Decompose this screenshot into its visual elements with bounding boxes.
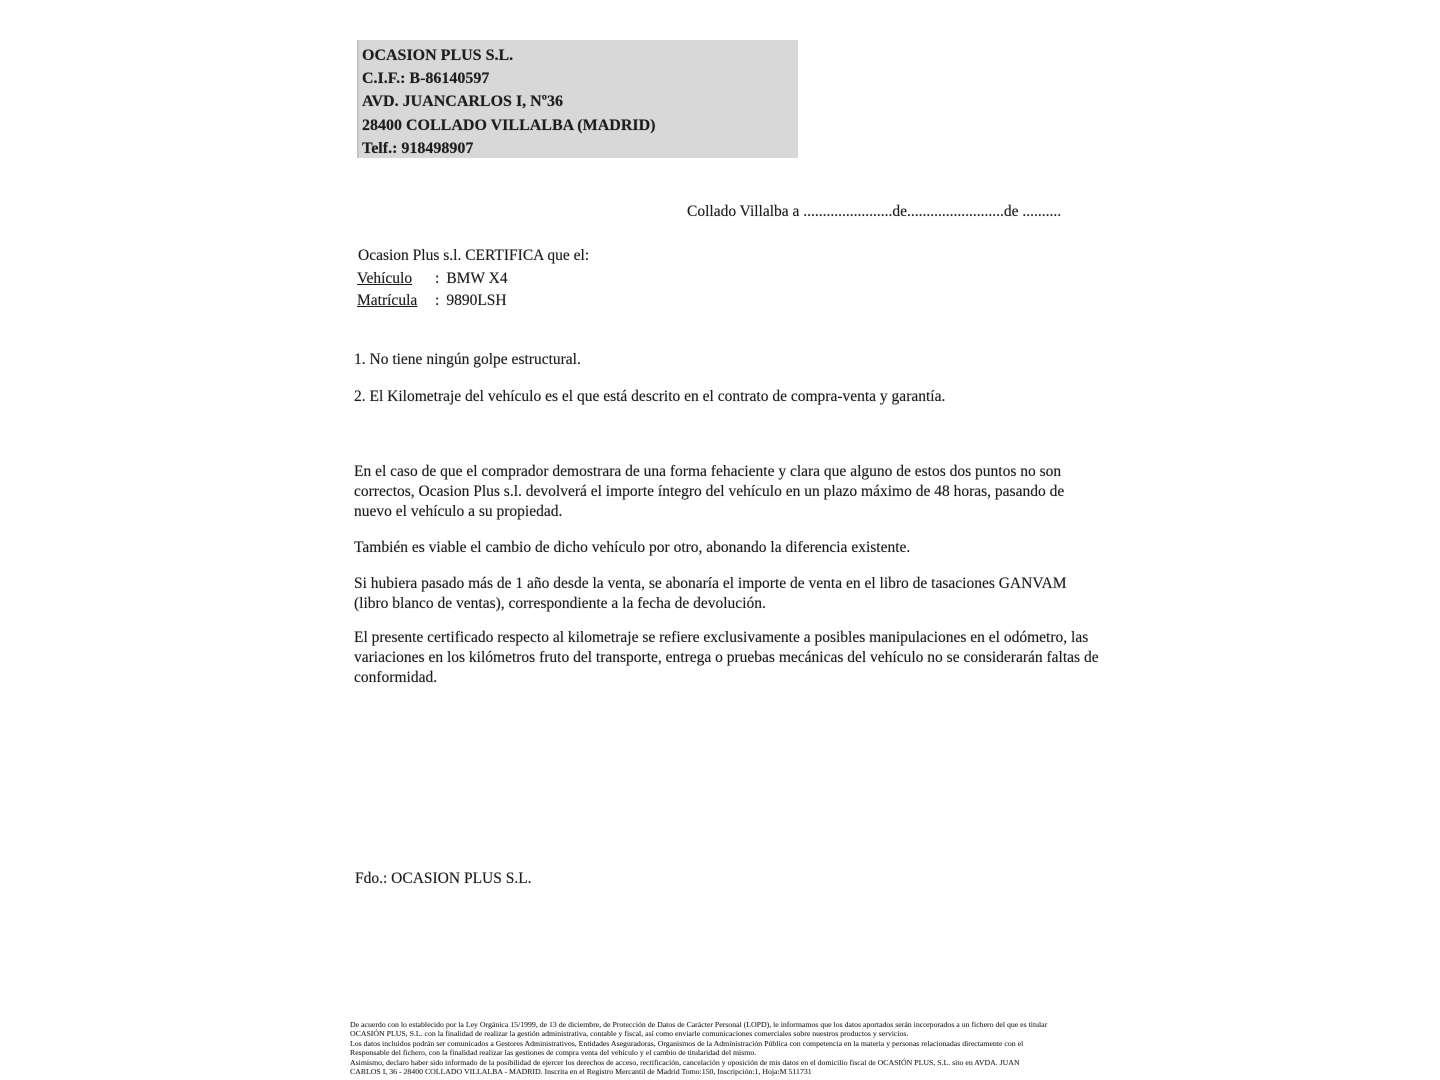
refund-clause-paragraph: En el caso de que el comprador demostrara de una forma fehaciente y clara que alguno de estos dos puntos no son correctos, Ocasion Plus s.l. devolverá el importe íntegro del vehículo en un plazo máximo de 48 horas, pasando de nuevo el vehículo a su propiedad. <box>354 463 1065 520</box>
legal-footer-line: CARLOS I, 36 - 28400 COLLADO VILLALBA - MADRID. Inscrita en el Registro Mercantil de Madrid Tomo:150, Inscripción:1, Hoja:M 511731 <box>350 1067 812 1077</box>
place-and-date-line: Collado Villalba a .......................de.........................de .......... <box>687 203 1062 220</box>
company-phone: Telf.: 918498907 <box>362 139 474 157</box>
legal-footer-line: De acuerdo con lo establecido por la Ley Orgánica 15/1999, de 13 de diciembre, de Protección de Datos de Carácter Personal (LOPD), le informamos que los datos aportados serán incorporados a un fichero del que es titular <box>350 1020 1048 1029</box>
signature-line: Fdo.: OCASION PLUS S.L. <box>355 870 532 887</box>
company-name: OCASION PLUS S.L. <box>362 47 514 64</box>
ganvam-clause-paragraph: Si hubiera pasado más de 1 año desde la venta, se abonaría el importe de venta en el libro de tasaciones GANVAM (libro blanco de ventas), correspondiente a la fecha de devolución. <box>354 575 1067 612</box>
vehicle-field-row <box>357 270 508 288</box>
legal-footer-line: Los datos incluidos podrán ser comunicados a Gestores Administrativos, Entidades Aseguradoras, Organismos de la Administración Pública con competencia en la materia y personas relacionadas directamente con el <box>350 1038 1024 1048</box>
plate-field-value: 9890LSH <box>446 292 507 309</box>
plate-field-separator: : <box>435 292 440 309</box>
plate-field-row <box>357 292 507 310</box>
vehicle-field-separator: : <box>435 270 440 287</box>
certification-intro: Ocasion Plus s.l. CERTIFICA que el: <box>358 247 590 264</box>
company-address-city: 28400 COLLADO VILLALBA (MADRID) <box>362 116 656 134</box>
legal-footer-line: OCASIÓN PLUS, S.L. con la finalidad de realizar la gestión administrativa, contable y fiscal, así como enviarle comunicaciones comerciales sobre nuestros productos y servicios. <box>350 1029 909 1039</box>
lopd-legal-footer <box>350 1020 1106 1076</box>
certified-point-1: 1. No tiene ningún golpe estructural. <box>354 351 581 368</box>
legal-footer-line: Responsable del fichero, con la finalidad realizar las gestiones de compra venta del vehículo y el cambio de titularidad del mismo. <box>350 1048 757 1058</box>
certified-point-2: 2. El Kilometraje del vehículo es el que está descrito en el contrato de compra-venta y garantía. <box>354 388 946 405</box>
plate-field-label: Matrícula <box>357 292 418 309</box>
vehicle-field-value: BMW X4 <box>446 270 508 287</box>
vehicle-field-label: Vehículo <box>357 270 413 287</box>
exchange-clause-paragraph: También es viable el cambio de dicho vehículo por otro, abonando la diferencia existente. <box>354 539 911 556</box>
company-header-box <box>357 40 798 158</box>
odometer-clause-paragraph: El presente certificado respecto al kilometraje se refiere exclusivamente a posibles manipulaciones en el odómetro, las variaciones en los kilómetros fruto del transporte, entrega o pruebas mecánicas del vehículo no se considerarán faltas de conformidad. <box>354 629 1099 686</box>
legal-footer-line: Asimismo, declaro haber sido informado de la posibilidad de ejercer los derechos de acceso, rectificación, cancelación y oposición de mis datos en el domicilio fiscal de OCASIÓN PLUS, S.L. sito en AVDA. JUAN <box>350 1057 1020 1067</box>
company-cif: C.I.F.: B-86140597 <box>362 70 490 88</box>
company-address-street: AVD. JUANCARLOS I, Nº36 <box>362 93 564 111</box>
